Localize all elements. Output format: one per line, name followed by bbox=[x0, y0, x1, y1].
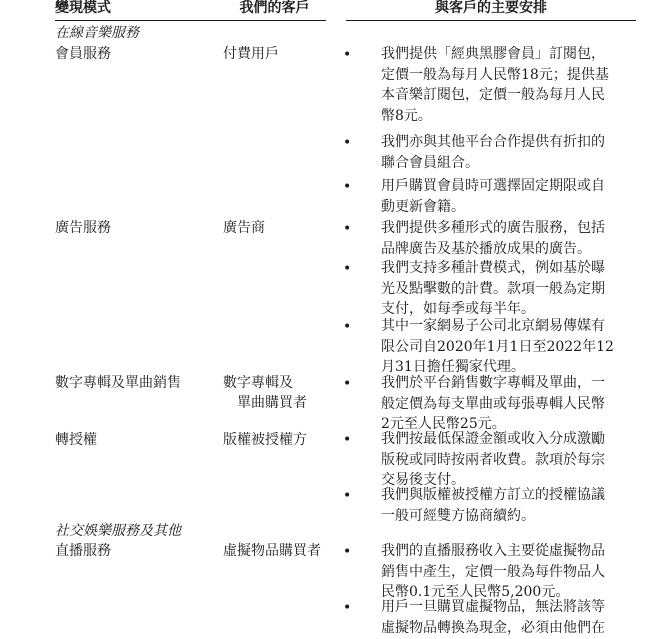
row-model-membership: 會員服務 bbox=[55, 46, 111, 62]
section-title-online-music: 在線音樂服務 bbox=[55, 25, 139, 41]
row-customer-sublicensees: 版權被授權方 bbox=[223, 432, 307, 448]
row-model-sublicensing: 轉授權 bbox=[55, 432, 97, 448]
arrangement-item: 用戶購買會員時可選擇固定期限或自 動更新會籍。 bbox=[381, 178, 605, 215]
row-customer-paying-users: 付費用戶 bbox=[223, 46, 279, 62]
arrangement-item: 我們與版權被授權方訂立的授權協議 一般可經雙方協商續約。 bbox=[381, 487, 605, 524]
bullet-icon: • bbox=[343, 376, 352, 392]
arrangement-item: 我們的直播服務收入主要從虛擬物品 銷售中產生，定價一般為每件物品人 民幣0.1元至人民幣5,200元。 bbox=[381, 543, 605, 600]
row-model-live-streaming: 直播服務 bbox=[55, 543, 111, 559]
header-monetization-model: 變現模式 bbox=[55, 0, 234, 21]
arrangement-item: 其中一家網易子公司北京網易傳媒有 限公司自2020年1月1日至2022年12 月31日擔任獨家代理。 bbox=[381, 318, 614, 375]
arrangement-item: 我們提供「經典黑膠會員」訂閱包， 定價一般為每月人民幣18元；提供基 本音樂訂閱包，定價一般為每月人民 幣8元。 bbox=[381, 46, 609, 124]
arrangement-item: 我們亦與其他平台合作提供有折扣的 聯合會員組合。 bbox=[381, 134, 605, 171]
bullet-icon: • bbox=[343, 432, 352, 448]
row-customer-digital-buyers-line2: 單曲購買者 bbox=[237, 395, 307, 411]
arrangement-item: 我們支持多種計費模式，例如基於曝 光及點擊數的計費。款項一般為定期 支付，如每季或每半年。 bbox=[381, 260, 605, 317]
row-model-digital-album-sales: 數字專輯及單曲銷售 bbox=[55, 375, 181, 391]
header-our-customers: 我們的客戶 bbox=[223, 0, 326, 21]
arrangement-item: 我們提供多種形式的廣告服務，包括 品牌廣告及基於播放成果的廣告。 bbox=[381, 220, 605, 257]
bullet-icon: • bbox=[343, 319, 352, 335]
row-model-advertising: 廣告服務 bbox=[55, 220, 111, 236]
bullet-icon: • bbox=[343, 600, 352, 616]
row-customer-digital-buyers-line1: 數字專輯及 bbox=[223, 375, 293, 391]
bullet-icon: • bbox=[343, 135, 352, 151]
bullet-icon: • bbox=[343, 544, 352, 560]
row-customer-virtual-item-buyers: 虛擬物品購買者 bbox=[223, 543, 321, 559]
bullet-icon: • bbox=[343, 47, 352, 63]
arrangement-item: 我們按最低保證金額或收入分成激勵 版稅或同時按兩者收費。款項於每宗 交易後支付。 bbox=[381, 431, 605, 488]
row-customer-advertisers: 廣告商 bbox=[223, 220, 265, 236]
bullet-icon: • bbox=[343, 221, 352, 237]
section-title-social-entertainment: 社交娛樂服務及其他 bbox=[55, 523, 181, 539]
bullet-icon: • bbox=[343, 179, 352, 195]
arrangement-item: 我們於平台銷售數字專輯及單曲，一 般定價為每支單曲或每張專輯人民幣 2元至人民幣25元。 bbox=[381, 375, 605, 432]
header-key-arrangements: 與客戶的主要安排 bbox=[346, 0, 636, 21]
bullet-icon: • bbox=[343, 261, 352, 277]
arrangement-item: 用戶一旦購買虛擬物品，無法將該等 虛擬物品轉換為現金，必須由他們在 bbox=[381, 599, 605, 636]
bullet-icon: • bbox=[343, 488, 352, 504]
